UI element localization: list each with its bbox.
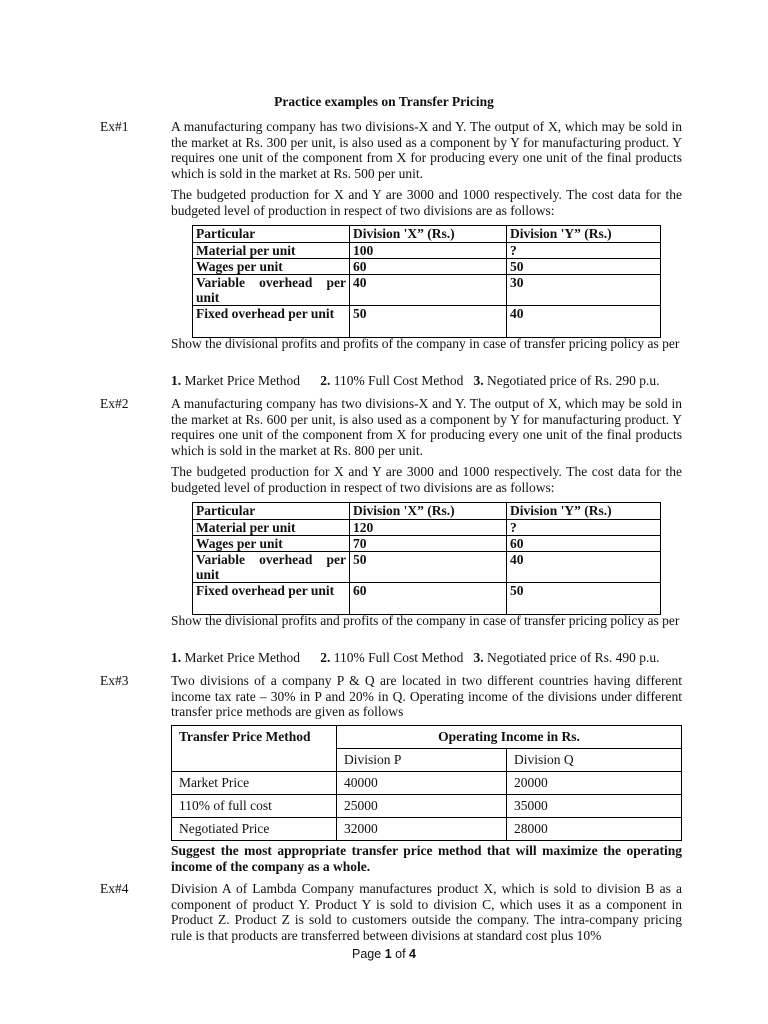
header-cell: Particular (193, 226, 350, 243)
ex2-paragraph-1: A manufacturing company has two divisions-X and Y. The output of X, which may be sold in the market at Rs. 600 per unit, is also used as a component by Y for manufacturing product. Y requires one unit of the component from X for producing every one unit of the final products which is sold in the market at Rs. 800 per unit. (171, 396, 682, 458)
header-cell: Transfer Price Method (172, 726, 337, 772)
method-3-number: 3. (473, 650, 484, 665)
ex3-operating-income-table (171, 725, 682, 841)
table-cell: 120 (350, 520, 507, 536)
method-3-label: Negotiated price of Rs. 490 p.u. (486, 650, 660, 665)
table-cell: 110% of full cost (172, 795, 337, 818)
table-cell: 50 (507, 583, 661, 615)
table-row (193, 259, 661, 275)
table-cell: Wages per unit (193, 259, 350, 275)
table-cell: Variable overhead per unit (193, 552, 350, 583)
table-cell: Material per unit (193, 243, 350, 259)
table-cell: Fixed overhead per unit (193, 306, 350, 338)
table-cell: 60 (350, 259, 507, 275)
ex1-paragraph-1: A manufacturing company has two divisions-X and Y. The output of X, which may be sold in the market at Rs. 300 per unit, is also used as a component by Y for manufacturing product. Y requires one unit of the component from X for producing every one unit of the final products which is sold in the market at Rs. 500 per unit. (171, 119, 682, 181)
method-2-number: 2. (320, 650, 331, 665)
header-cell: Division 'Y” (Rs.) (507, 503, 661, 520)
table-cell: 50 (507, 259, 661, 275)
table-cell: ? (507, 520, 661, 536)
page-title: Practice examples on Transfer Pricing (274, 94, 494, 109)
header-cell: Division 'X” (Rs.) (350, 503, 507, 520)
table-row (172, 772, 682, 795)
table-cell: Market Price (172, 772, 337, 795)
footer-page-word: Page (352, 947, 382, 961)
method-1-label: Market Price Method (184, 373, 300, 388)
table-cell: 50 (350, 552, 507, 583)
table-header-row (193, 503, 661, 520)
table-cell: 40 (507, 306, 661, 338)
ex1-paragraph-3: Show the divisional profits and profits of the company in case of transfer pricing policy as per (171, 336, 680, 351)
table-cell: 20000 (507, 772, 682, 795)
ex1-methods-line (171, 373, 659, 389)
table-cell: 28000 (507, 818, 682, 841)
table-cell: 100 (350, 243, 507, 259)
ex2-paragraph-2: The budgeted production for X and Y are 3000 and 1000 respectively. The cost data for the budgeted level of production in respect of two divisions are as follows: (171, 464, 682, 495)
table-header-row (172, 726, 682, 749)
table-cell: 40 (350, 275, 507, 306)
table-cell: Negotiated Price (172, 818, 337, 841)
subheader-cell: Division P (337, 749, 507, 772)
table-cell: 30 (507, 275, 661, 306)
ex3-paragraph-1: Two divisions of a company P & Q are located in two different countries having different income tax rate – 30% in P and 20% in Q. Operating income of the divisions under different transfer price methods are given as follows (171, 673, 682, 720)
ex2-methods-line (171, 650, 659, 666)
method-1-number: 1. (171, 373, 182, 388)
ex3-label: Ex#3 (100, 673, 129, 688)
table-cell: 50 (350, 306, 507, 338)
table-cell: Wages per unit (193, 536, 350, 552)
header-cell: Particular (193, 503, 350, 520)
ex3-question: Suggest the most appropriate transfer price method that will maximize the operating income of the company as a whole. (171, 843, 682, 874)
table-cell: 60 (507, 536, 661, 552)
footer-of-word: of (395, 947, 406, 961)
table-cell: 32000 (337, 818, 507, 841)
table-header-row (193, 226, 661, 243)
ex1-label: Ex#1 (100, 119, 129, 134)
table-row (193, 552, 661, 583)
table-cell: 40000 (337, 772, 507, 795)
ex4-paragraph-1: Division A of Lambda Company manufactures product X, which is sold to division B as a component of product Y. Product Y is sold to division C, which uses it as a component in Product Z. Product Z is sold to customers outside the company. The intra-company pricing rule is that products are transferred between divisions at standard cost plus 10% (171, 881, 682, 943)
page-footer (0, 947, 768, 961)
footer-page-total: 4 (409, 947, 416, 961)
table-cell: 40 (507, 552, 661, 583)
method-3-label: Negotiated price of Rs. 290 p.u. (486, 373, 660, 388)
table-cell: Variable overhead per unit (193, 275, 350, 306)
table-row (193, 243, 661, 259)
method-2-number: 2. (320, 373, 331, 388)
method-1-label: Market Price Method (184, 650, 300, 665)
table-cell: 60 (350, 583, 507, 615)
table-cell: 35000 (507, 795, 682, 818)
footer-page-number: 1 (384, 947, 392, 961)
table-row (193, 583, 661, 615)
table-cell: 70 (350, 536, 507, 552)
ex1-paragraph-2: The budgeted production for X and Y are 3000 and 1000 respectively. The cost data for the budgeted level of production in respect of two divisions are as follows: (171, 187, 682, 218)
header-cell: Operating Income in Rs. (337, 726, 682, 749)
ex1-cost-table (192, 225, 661, 338)
table-row (172, 795, 682, 818)
ex2-paragraph-3: Show the divisional profits and profits of the company in case of transfer pricing policy as per (171, 613, 680, 628)
table-row (193, 520, 661, 536)
ex2-cost-table (192, 502, 661, 615)
table-cell: ? (507, 243, 661, 259)
table-cell: 25000 (337, 795, 507, 818)
header-cell: Division 'Y” (Rs.) (507, 226, 661, 243)
method-1-number: 1. (171, 650, 182, 665)
method-2-label: 110% Full Cost Method (333, 650, 464, 665)
table-row (193, 536, 661, 552)
table-row (193, 306, 661, 338)
ex2-label: Ex#2 (100, 396, 129, 411)
subheader-cell: Division Q (507, 749, 682, 772)
header-cell: Division 'X” (Rs.) (350, 226, 507, 243)
method-2-label: 110% Full Cost Method (333, 373, 464, 388)
ex4-label: Ex#4 (100, 881, 129, 896)
method-3-number: 3. (473, 373, 484, 388)
table-row (172, 818, 682, 841)
table-cell: Material per unit (193, 520, 350, 536)
table-row (193, 275, 661, 306)
table-cell: Fixed overhead per unit (193, 583, 350, 615)
